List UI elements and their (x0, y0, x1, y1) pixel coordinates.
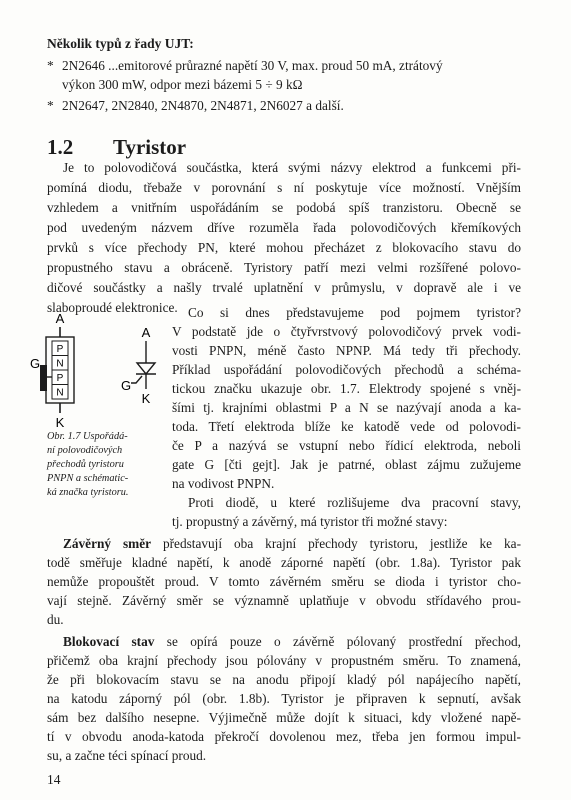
list-item-line: výkon 300 mW, odpor mezi bázemi 5 ÷ 9 kΩ (62, 77, 303, 92)
paragraph-line: nemůže propouštět proud. V tomto závěrném směru se dioda i tyristor cho- (47, 574, 521, 589)
paragraph-line: slaboproudé elektronice. (47, 300, 178, 315)
figure-caption-line: PNPN a schématic- (47, 473, 129, 484)
paragraph-line: propustného stavu a obráceně. Tyristory patří mezi velmi rozšířené polovo- (47, 260, 521, 275)
paragraph-line: šími tj. krajními oblastmi P a N se nazývají anoda a ka- (172, 400, 521, 415)
section-title: Tyristor (113, 135, 187, 159)
paragraph-line: dičové součástky a našly trvalé uplatnění v průmyslu, v dopravě ale i ve (47, 280, 521, 295)
layer-label: P (56, 344, 64, 355)
paragraph-line: su, a začne téci spínací proud. (47, 748, 207, 763)
paragraph-line: todě směřuje kladné napětí, k anodě záporné napětí (obr. 1.8a). Tyristor pak (47, 555, 521, 570)
section-heading (47, 135, 186, 160)
paragraph-line: pomíná diodu, třebaže v porovnání s ní poskytuje více možností. Vnějším (47, 180, 521, 195)
anode-label: A (55, 311, 65, 326)
paragraph-line: sám bez dalšího nesepne. Výjimečně může dojít k situaci, kdy vložené napě- (47, 710, 521, 725)
cathode-label: K (141, 391, 151, 406)
layer-label: N (56, 358, 64, 370)
gate-lead (131, 376, 142, 383)
figure-caption-line: ká značka tyristoru. (47, 487, 129, 498)
figure-caption-line: ní polovodičových (47, 445, 123, 456)
paragraph-text: se opírá pouze o závěrně pólovaný prostřední přechod, (154, 634, 521, 649)
paragraph-line: Proti diodě, u které rozlišujeme dva pracovní stavy, (188, 495, 521, 510)
thyristor-symbol (137, 363, 155, 374)
paragraph-line: tí v obvodu anoda-katoda překročí dovolenou mez, třeba jen formou impul- (47, 729, 521, 744)
paragraph-line: du. (47, 612, 64, 627)
list-item-line: 2N2646 ...emitorové průrazné napětí 30 V, max. proud 50 mA, ztrátový (62, 58, 443, 73)
paragraph-line: toda. Třetí elektroda blíže ke katodě vede od polovodi- (172, 419, 521, 434)
bullet-mark: * (47, 98, 54, 113)
paragraph-text: představují oba krajní přechody tyristoru, jestliže ke ka- (151, 536, 521, 551)
paragraph-line: že při blokovacím stavu se na anodu připojí kladý pól napájecího napětí, (47, 672, 521, 687)
paragraph-line: če P a nazývá se vstupní nebo řídicí elektroda, neboli (172, 438, 521, 453)
paragraph-line: vzhledem a vnitřním uspořádáním se podobá spíš tranzistoru. Obecně se (47, 200, 521, 215)
paragraph-line: na vodivost PNPN. (172, 476, 275, 491)
paragraph-line: vosti PNPN, méně často NPNP. Má tedy tři přechody. (172, 343, 521, 358)
paragraph-line: tj. propustný a závěrný, má tyristor tři možné stavy: (172, 514, 448, 529)
term-reverse-direction: Závěrný směr (63, 536, 152, 551)
list-item-line: 2N2647, 2N2840, 2N4870, 2N4871, 2N6027 a další. (62, 98, 344, 113)
paragraph-line (63, 534, 521, 553)
paragraph-line: gate G [čti gejt]. Jak je patrné, oblast zájmu zužujeme (172, 457, 521, 472)
gate-label: G (120, 378, 132, 393)
section-number: 1.2 (47, 135, 74, 159)
cathode-label: K (55, 415, 65, 430)
paragraph-line: Co si dnes představujeme pod pojmem tyristor? (188, 305, 521, 320)
paragraph-line: přičemž oba krajní přechody jsou pólovány v propustném směru. To znamená, (47, 653, 521, 668)
paragraph-line: prvků s více přechody PN, které mohou přecházet z blokovacího stavu do (47, 240, 521, 255)
gate-contact (40, 365, 47, 391)
page-number: 14 (47, 772, 61, 787)
types-heading: Několik typů z řady UJT: (47, 36, 194, 51)
paragraph-line: V podstatě jde o čtyřvrstvový polovodičový prvek vodi- (172, 324, 521, 339)
bullet-mark: * (47, 58, 54, 73)
paragraph-line: vají stejně. Závěrný směr se významně uplatňuje v obvodu střídavého prou- (47, 593, 521, 608)
anode-label: A (141, 325, 151, 340)
paragraph-line: na katodu záporný pól (obr. 1.8b). Tyristor je připraven k sepnutí, avšak (47, 691, 521, 706)
figure-caption-line: přechodů tyristoru (47, 459, 124, 470)
layer-label: P (56, 373, 64, 384)
gate-label: G (29, 356, 41, 371)
paragraph-line: Je to polovodičová součástka, která svými názvy elektrod a funkcemi při- (63, 160, 521, 175)
paragraph-line: Příklad uspořádání polovodičových přechodů a schéma- (172, 362, 521, 377)
layer-label: N (56, 387, 64, 399)
paragraph-line (63, 632, 521, 651)
paragraph-line: pod uvedeným názvem dříve rozuměla řada polovodičových křemíkových (47, 220, 521, 235)
figure-caption-line: Obr. 1.7 Uspořádá- (47, 431, 128, 442)
term-blocking-state: Blokovací stav (63, 634, 155, 649)
paragraph-line: tickou značku ukazuje obr. 1.7. Elektrody spojené s vněj- (172, 381, 521, 396)
